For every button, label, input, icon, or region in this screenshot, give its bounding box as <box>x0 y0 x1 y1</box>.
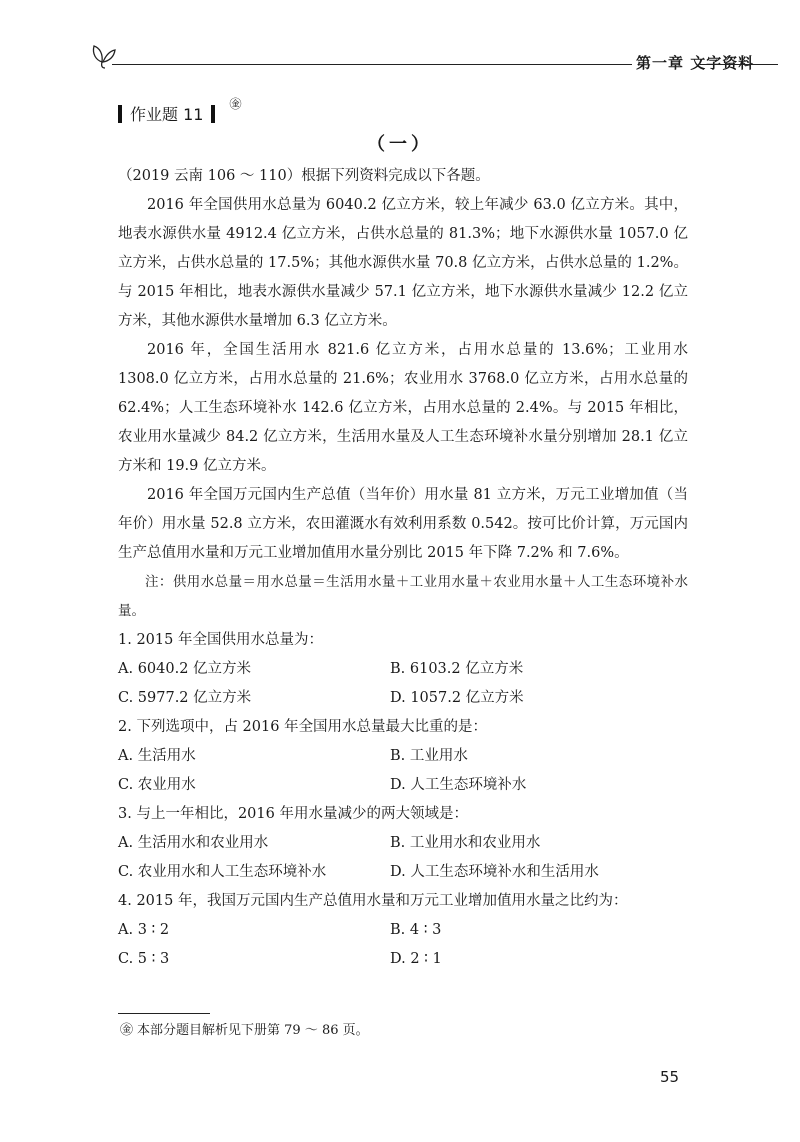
option: C. 农业用水和人工生态环境补水 <box>118 864 327 880</box>
option: D. 2 ∶ 1 <box>390 951 442 967</box>
header-rule-left <box>112 64 632 65</box>
question-options <box>118 742 688 800</box>
question-stem: 3. 与上一年相比，2016 年用水量减少的两大领域是： <box>118 806 468 822</box>
option: A. 6040.2 亿立方米 <box>118 661 252 677</box>
footnote-text: 本部分题目解析见下册第 79 ～ 86 页。 <box>137 1023 369 1038</box>
page-number: 55 <box>660 1068 680 1086</box>
chapter-title: 第一章 文字资料 <box>636 54 755 72</box>
question-stem: 4. 2015 年，我国万元国内生产总值用水量和万元工业增加值用水量之比约为： <box>118 893 628 909</box>
question-options <box>118 829 688 887</box>
option: A. 生活用水和农业用水 <box>118 835 269 851</box>
option: D. 人工生态环境补水 <box>390 777 527 793</box>
option: A. 生活用水 <box>118 748 196 764</box>
homework-heading <box>118 97 242 125</box>
question-options <box>118 916 688 974</box>
option: B. 6103.2 亿立方米 <box>390 661 524 677</box>
footnote <box>120 1019 369 1038</box>
heading-bar-left <box>118 105 122 123</box>
section-title: （一） <box>367 134 433 155</box>
page-body <box>118 162 688 974</box>
option: A. 3 ∶ 2 <box>118 922 170 938</box>
option: B. 工业用水 <box>390 748 468 764</box>
heading-bar-right <box>211 105 215 123</box>
paragraph: 2016 年全国供用水总量为 6040.2 亿立方米，较上年减少 63.0 亿立方米。其中，地表水源供水量 4912.4 亿立方米，占供水总量的 81.3%；地下水源供水量 1057.0 亿立方米，占供水总量的 17.5%；其他水源供水量 70.8 亿立方米，占供水总量的 1.2%。与 2015 年相比，地表水源供水量减少 57.1 亿立方米，地下水源供水量减少 12.2 亿立方米，其他水源供水量增加 6.3 亿立方米。 <box>118 197 688 329</box>
paragraph: 2016 年，全国生活用水 821.6 亿立方米，占用水总量的 13.6%；工业用水 1308.0 亿立方米，占用水总量的 21.6%；农业用水 3768.0 亿立方米，占用水总量的 62.4%；人工生态环境补水 142.6 亿立方米，占用水总量的 2.4%。与 2015 年相比，农业用水量减少 84.2 亿立方米，生活用水量及人工生态环境补水量分别增加 28.1 亿立方米和 19.9 亿立方米。 <box>118 342 688 474</box>
footnote-mark: ㊎ <box>120 1023 134 1038</box>
header-rule-right <box>700 64 778 65</box>
note: 注：供用水总量＝用水总量＝生活用水量＋工业用水量＋农业用水量＋人工生态环境补水量。 <box>118 574 688 619</box>
question-stem: 2. 下列选项中，占 2016 年全国用水总量最大比重的是： <box>118 719 488 735</box>
paragraph: 2016 年全国万元国内生产总值（当年价）用水量 81 立方米，万元工业增加值（当年价）用水量 52.8 立方米，农田灌溉水有效利用系数 0.542。按可比价计算，万元国内生产总值用水量和万元工业增加值用水量分别比 2015 年下降 7.2% 和 7.6%。 <box>118 487 688 561</box>
option: D. 人工生态环境补水和生活用水 <box>390 864 599 880</box>
homework-title: 作业题 11 <box>130 105 204 124</box>
question-options <box>118 655 688 713</box>
page-header <box>88 40 778 80</box>
option: C. 5 ∶ 3 <box>118 951 170 967</box>
option: C. 5977.2 亿立方米 <box>118 690 252 706</box>
leaf-icon <box>88 40 118 70</box>
question-stem: 1. 2015 年全国供用水总量为： <box>118 632 323 648</box>
option: C. 农业用水 <box>118 777 196 793</box>
source-line: （2019 云南 106 ～ 110）根据下列资料完成以下各题。 <box>118 168 490 184</box>
homework-mark: ㊎ <box>229 97 242 111</box>
footnote-rule <box>118 1013 210 1014</box>
option: B. 4 ∶ 3 <box>390 922 442 938</box>
option: D. 1057.2 亿立方米 <box>390 690 524 706</box>
option: B. 工业用水和农业用水 <box>390 835 541 851</box>
